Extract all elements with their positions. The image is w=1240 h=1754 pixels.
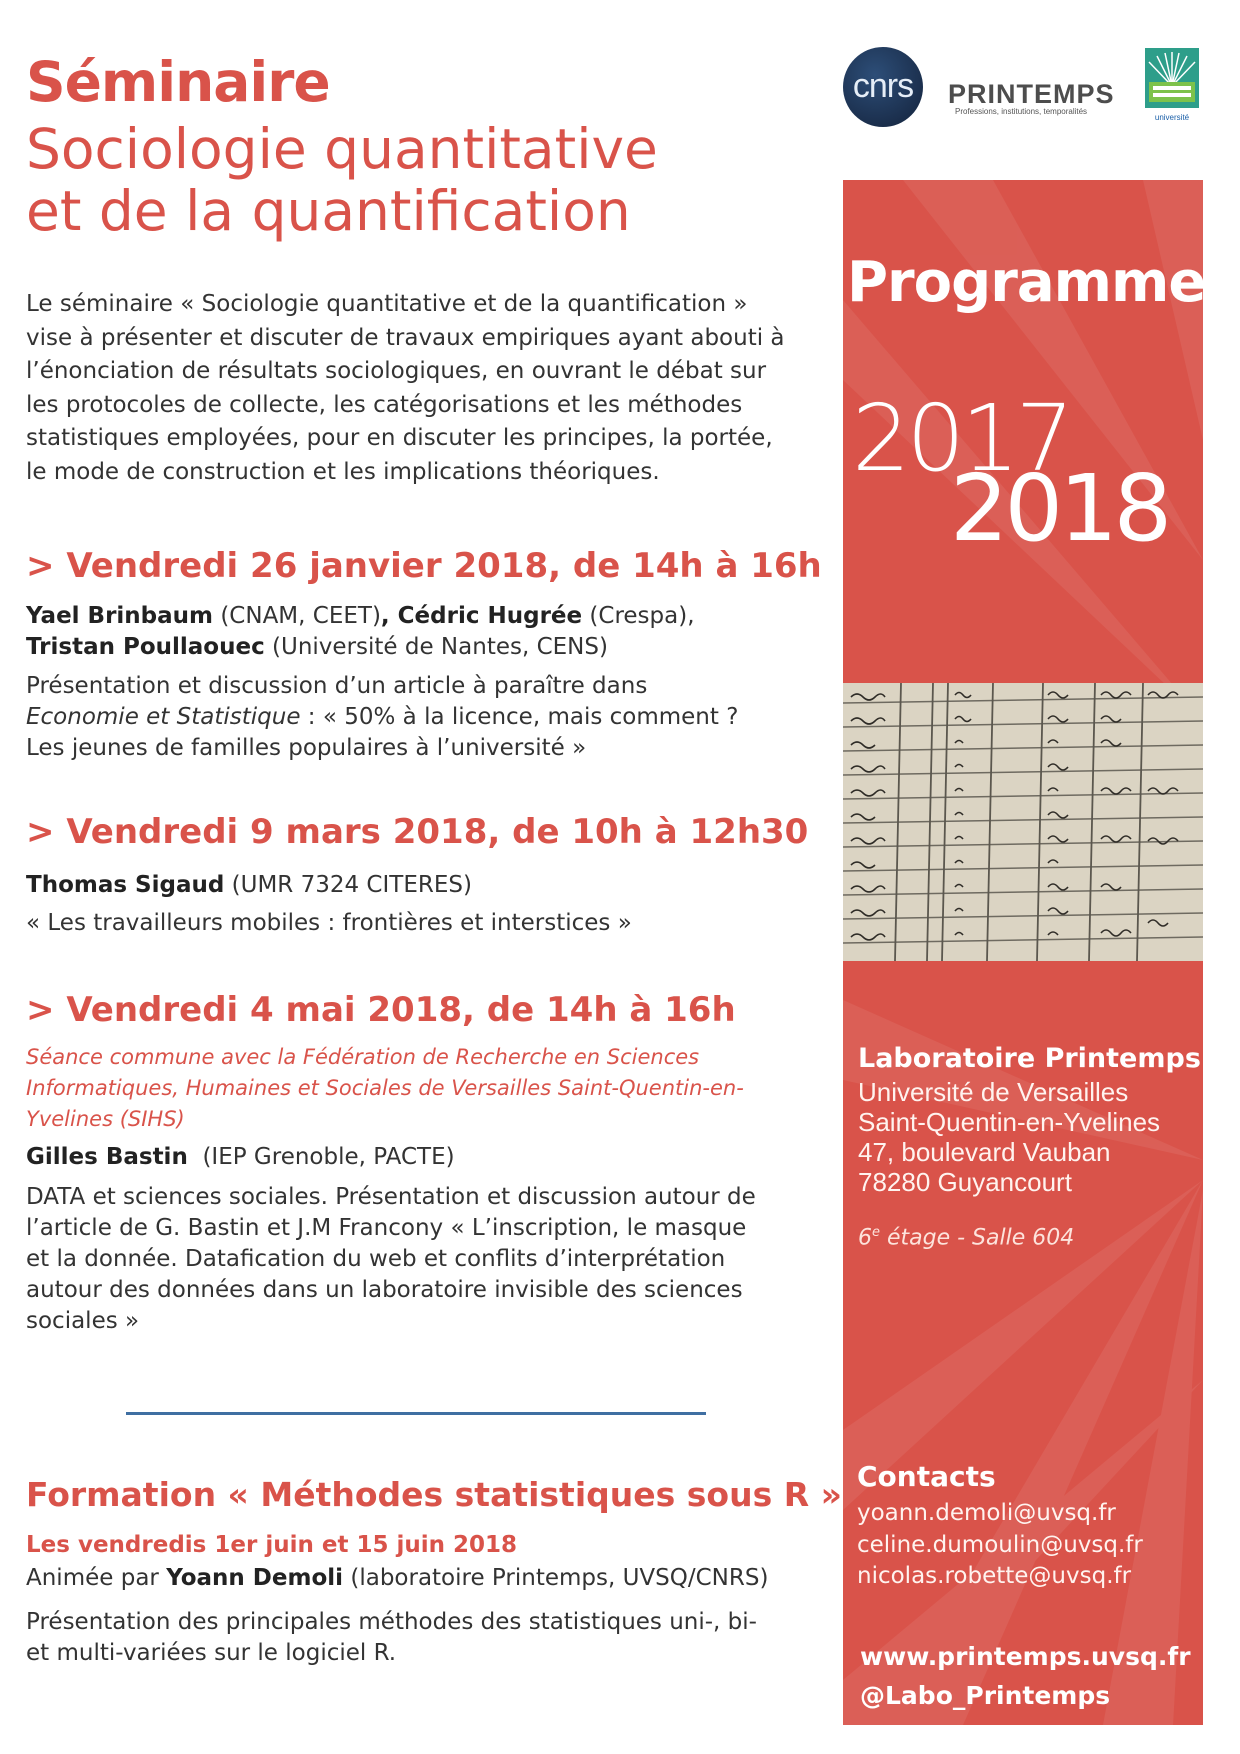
printemps-tagline: Professions, institutions, temporalités xyxy=(955,107,1088,116)
journal-name: Economie et Statistique xyxy=(26,704,301,730)
session1-description xyxy=(26,671,826,764)
session2-title: « Les travailleurs mobiles : frontières et interstices » xyxy=(26,910,632,936)
note-line: Yvelines (SIHS) xyxy=(26,1107,185,1131)
lab-address-line: 47, boulevard Vauban xyxy=(858,1137,1111,1167)
desc-line: sociales » xyxy=(26,1308,140,1334)
programme-title: Programme xyxy=(847,250,1206,315)
session3-description xyxy=(26,1182,826,1337)
intro-line: vise à présenter et discuter de travaux empiriques ayant abouti à xyxy=(26,324,785,351)
floor-number: 6 xyxy=(858,1225,872,1251)
contact-email[interactable]: nicolas.robette@uvsq.fr xyxy=(857,1563,1132,1589)
session3-heading: > Vendredi 4 mai 2018, de 14h à 16h xyxy=(26,990,736,1030)
note-line: Séance commune avec la Fédération de Recherche en Sciences xyxy=(26,1045,700,1069)
website-link[interactable]: www.printemps.uvsq.fr xyxy=(860,1642,1191,1671)
session3-speaker xyxy=(26,1142,826,1173)
archive-register-photo xyxy=(843,683,1203,961)
speaker-name: , Cédric Hugrée xyxy=(380,603,583,629)
seminar-title-line2: et de la quantification xyxy=(26,179,631,243)
intro-line: Le séminaire « Sociologie quantitative et de la quantification » xyxy=(26,291,748,317)
session2-speaker xyxy=(26,870,826,901)
desc-line: Les jeunes de familles populaires à l’université » xyxy=(26,735,587,761)
cnrs-logo-text: cnrs xyxy=(852,67,914,105)
desc-line: : « 50% à la licence, mais comment ? xyxy=(300,704,739,730)
formation-animator xyxy=(26,1563,826,1594)
formation-heading: Formation « Méthodes statistiques sous R » xyxy=(26,1475,842,1514)
session1-heading: > Vendredi 26 janvier 2018, de 14h à 16h xyxy=(26,546,822,586)
animator-affiliation: (laboratoire Printemps, UVSQ/CNRS) xyxy=(343,1565,769,1591)
uvsq-logo-label: université xyxy=(1154,113,1190,122)
intro-paragraph xyxy=(26,288,826,489)
intro-line: statistiques employées, pour en discuter les principes, la portée, xyxy=(26,425,773,451)
speaker-affiliation: (CNAM, CEET) xyxy=(213,603,381,629)
desc-line: et multi-variées sur le logiciel R. xyxy=(26,1640,397,1666)
desc-line: Présentation des principales méthodes des statistiques uni-, bi- xyxy=(26,1609,757,1635)
intro-line: l’énonciation de résultats sociologiques, en ouvrant le débat sur xyxy=(26,358,767,384)
contact-email[interactable]: yoann.demoli@uvsq.fr xyxy=(857,1500,1116,1526)
year-end: 2018 xyxy=(950,455,1169,562)
twitter-handle[interactable]: @Labo_Printemps xyxy=(860,1681,1111,1710)
seminar-label: Séminaire xyxy=(26,50,330,114)
lab-name: Laboratoire Printemps xyxy=(858,1043,1201,1074)
desc-line: autour des données dans un laboratoire invisible des sciences xyxy=(26,1277,743,1303)
lab-room xyxy=(858,1225,1074,1250)
seminar-title-line1: Sociologie quantitative xyxy=(26,117,658,181)
speaker-affiliation: (IEP Grenoble, PACTE) xyxy=(187,1144,455,1170)
seminar-title xyxy=(26,118,658,242)
uvsq-logo xyxy=(1145,48,1199,126)
speaker-affiliation: (Université de Nantes, CENS) xyxy=(264,634,608,660)
speaker-affiliation: (UMR 7324 CITERES) xyxy=(224,872,472,898)
formation-description xyxy=(26,1607,826,1669)
printemps-logo: PRINTEMPS xyxy=(948,79,1115,109)
session1-speakers xyxy=(26,601,826,663)
desc-line: DATA et sciences sociales. Présentation et discussion autour de xyxy=(26,1184,756,1210)
speaker-affiliation: (Crespa), xyxy=(582,603,695,629)
speaker-name: Thomas Sigaud xyxy=(26,872,225,898)
session2-heading: > Vendredi 9 mars 2018, de 10h à 12h30 xyxy=(26,812,809,852)
speaker-name: Gilles Bastin xyxy=(26,1144,188,1170)
speaker-name: Yael Brinbaum xyxy=(26,603,214,629)
lab-address-line: 78280 Guyancourt xyxy=(858,1167,1072,1197)
year-start: 2017 xyxy=(852,385,1071,492)
animator-prefix: Animée par xyxy=(26,1565,167,1591)
speaker-name: Tristan Poullaouec xyxy=(26,634,265,660)
desc-line: et la donnée. Datafication du web et conflits d’interprétation xyxy=(26,1246,726,1272)
cnrs-logo xyxy=(843,47,923,127)
section-divider xyxy=(126,1412,706,1415)
desc-line: Présentation et discussion d’un article à paraître dans xyxy=(26,673,648,699)
desc-line: l’article de G. Bastin et J.M Francony « L’inscription, le masque xyxy=(26,1215,747,1241)
contact-email[interactable]: celine.dumoulin@uvsq.fr xyxy=(857,1532,1143,1558)
note-line: Informatiques, Humaines et Sociales de Versailles Saint-Quentin-en- xyxy=(26,1076,744,1100)
lab-address-line: Saint-Quentin-en-Yvelines xyxy=(858,1107,1161,1137)
contacts-heading: Contacts xyxy=(857,1460,996,1493)
session3-note xyxy=(26,1042,826,1135)
intro-line: le mode de construction et les implications théoriques. xyxy=(26,458,660,485)
floor-ordinal: e xyxy=(872,1225,880,1240)
intro-line: les protocoles de collecte, les catégorisations et les méthodes xyxy=(26,391,743,418)
floor-room: étage - Salle 604 xyxy=(880,1225,1075,1251)
formation-dates: Les vendredis 1er juin et 15 juin 2018 xyxy=(26,1532,517,1558)
lab-address-line: Université de Versailles xyxy=(858,1077,1129,1107)
animator-name: Yoann Demoli xyxy=(166,1565,344,1591)
